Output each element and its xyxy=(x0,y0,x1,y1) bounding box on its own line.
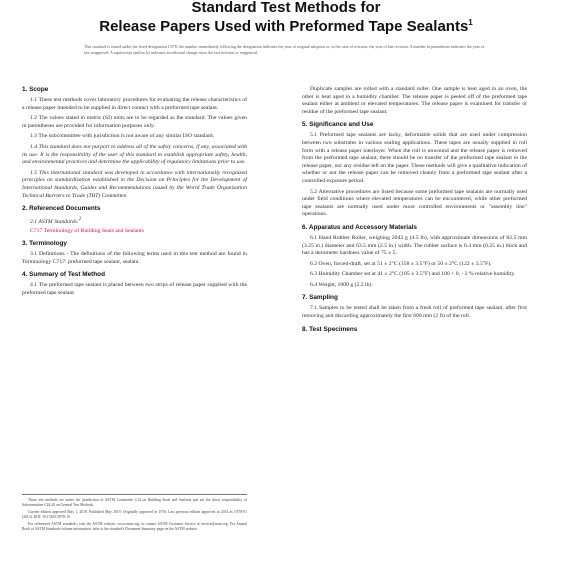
footnotes xyxy=(22,494,247,534)
footnote-2: Current edition approved May 1, 2019. Published May 2019. Originally approved in 1976. Last previous edition approved in 2014 as C978-01 (2014). DOI: 10.1520/C0978-19. xyxy=(22,510,247,519)
para-1-1: 1.1 These test methods cover laboratory procedures for evaluating the release characteristics of a release paper intended to be supplied in direct contact with a preformed tape sealant. xyxy=(22,97,247,111)
ref-astm-standards-label: 2.1 ASTM Standards: xyxy=(30,219,79,226)
section-heading-referenced-documents: 2. Referenced Documents xyxy=(22,205,101,213)
footnote-3: For referenced ASTM standards, visit the ASTM website, www.astm.org, or contact ASTM Customer Service at service@astm.org. For Annual Book of ASTM Standards volume information, refer to the standard's Document Summary page on the ASTM website. xyxy=(22,522,247,531)
title-line-2: Release Papers Used with Preformed Tape Sealants xyxy=(99,18,469,35)
ref-footnote-marker: 2 xyxy=(78,217,82,223)
para-5-2: 5.2 Alternative procedures are listed because some preformed tape sealants are normally used under field conditions where elevated temperatures can be encountered, while other preformed tape sealants are normally used under more controlled environments or "assembly line" operations. xyxy=(302,188,527,218)
ref-c717-code-link[interactable]: C717 xyxy=(30,227,43,234)
title-footnote-marker: 1 xyxy=(468,18,473,27)
section-heading-terminology: 3. Terminology xyxy=(22,240,67,248)
footnote-1: These test methods are under the jurisdiction of ASTM Committee C24 on Building Seals and Sealants and are the direct responsibility of Subcommittee C24.20 on General Test Methods. xyxy=(22,498,247,507)
para-1-3: 1.3 The subcommittee with jurisdiction is not aware of any similar ISO standard. xyxy=(30,133,215,140)
para-3-1: 3.1 Definitions - The definitions of the following terms used in this test method are found in Terminology C717: preformed tape sealant, sealant. xyxy=(22,251,247,265)
right-column xyxy=(302,86,527,337)
para-6-1: 6.1 Hand Rubber Roller, weighing 2043 g (4.5 lb), with approximate dimensions of 82.5 mm (3.25 in.) diameter and 63.5 mm (2.5 in.) width. The rubber surface is 6.4 mm (0.25 in.) thick and has a durometer hardness value of 75 ± 5. xyxy=(302,234,527,257)
para-1-2: 1.2 The values stated in metric (SI) units are to be regarded as the standard. The values given in parentheses are provided for information purposes only. xyxy=(22,115,247,129)
left-column xyxy=(22,86,247,301)
para-1-4: 1.4 This standard does not purport to address all of the safety concerns, if any, associated with its use. It is the responsibility of the user of this standard to establish appropriate safety, health, and environmental practices and determine the applicability of regulatory limitations prior to use. xyxy=(22,143,247,166)
ref-c717[interactable] xyxy=(30,228,247,236)
para-1-5: 1.5 This international standard was developed in accordance with internationally recognized principles on standardization established in the Decision on Principles for the Development of International Standards, Guides and Recommendations issued by the World Trade Organization Technical Barriers to Trade (TBT) Committee. xyxy=(22,169,247,199)
para-6-4: 6.4 Weight, 1000 g (2.2 lb). xyxy=(310,281,373,288)
section-heading-significance: 5. Significance and Use xyxy=(302,121,374,129)
para-6-3: 6.3 Humidity Chamber set at 41 ± 2°C (105 ± 3.5°F) and 100 + 0, - 2 % relative humidity. xyxy=(310,271,516,278)
section-heading-apparatus: 6. Apparatus and Accessory Materials xyxy=(302,223,417,231)
ref-astm-standards xyxy=(30,216,247,226)
para-4-1: 4.1 The preformed tape sealant is placed between two strips of release paper supplied with the preformed tape sealant. xyxy=(22,282,247,296)
para-7-1: 7.1 Samples to be tested shall be taken from a fresh roll of preformed tape sealant, after first removing and discarding approximately the first 600 mm (2 ft) of the roll. xyxy=(302,305,527,320)
title-line-1: Standard Test Methods for xyxy=(191,0,381,16)
section-heading-test-specimens: 8. Test Specimens xyxy=(302,325,358,333)
section-heading-sampling: 7. Sampling xyxy=(302,294,338,302)
document-title xyxy=(66,15,506,34)
title-block xyxy=(66,0,506,34)
para-5-1: 5.1 Preformed tape sealants are tacky, deformable solids that are used under compression between two substrates in various sealing applications. These tapes are usually supplied in roll form with a release paper interlayer. When the roll is unwound and the release paper is removed from the preformed tape sealant, there should be no transfer of the preformed tape sealant to the release paper, nor any residue left on the paper. These methods will give a qualitative indication of whether or not the release paper can be removed cleanly from a preformed tape sealant after a controlled exposure period. xyxy=(302,132,527,184)
ref-c717-title-link[interactable]: Terminology of Building Seals and Sealants xyxy=(42,227,144,234)
section-heading-scope: 1. Scope xyxy=(22,86,49,93)
para-4-1-continued: Duplicate samples are rolled with a standard roller. One sample is heat aged in an oven, the other is heat aged in a humidity chamber. The release paper is peeled off of the preformed tape sealant either at ambient or elevated temperatures. The release paper is examined for transfer or residue of the preformed tape sealant. xyxy=(302,86,527,115)
para-6-2: 6.2 Oven, forced-draft, set at 51 ± 2°C (158 ± 3.5°F) or 50 ± 2°C (122 ± 3.5°F). xyxy=(310,260,492,267)
section-heading-summary: 4. Summary of Test Method xyxy=(22,271,105,279)
designation-note: This standard is issued under the fixed designation C978; the number immediately following the designation indicates the year of original adoption or, in the case of revision, the year of last revision. A number in parentheses indicates the year of last reapproval. A superscript epsilon (ε) indicates an editorial change since the last revision or reapproval. xyxy=(84,44,485,55)
